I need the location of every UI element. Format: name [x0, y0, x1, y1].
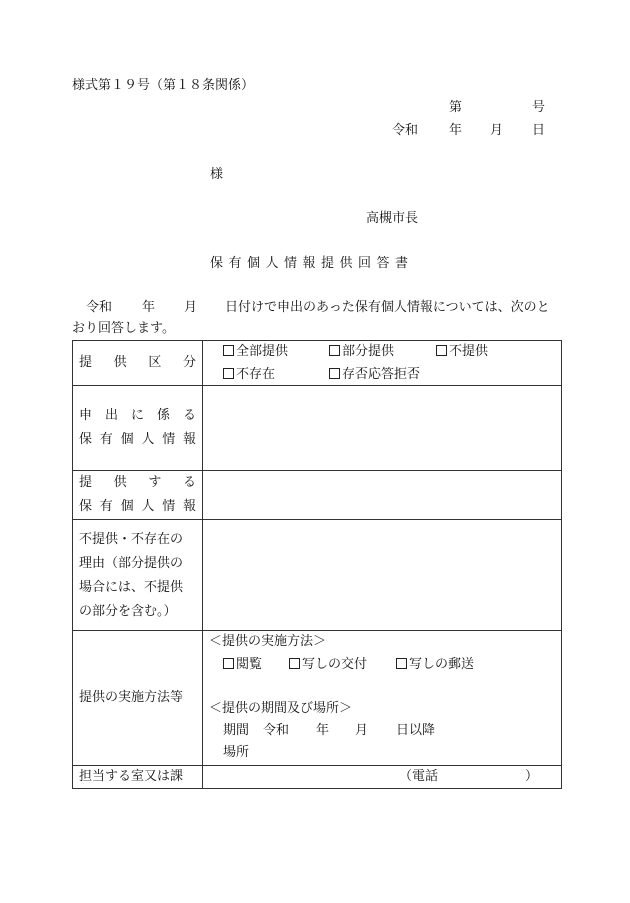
- row-reason: [73, 520, 562, 631]
- date-day: 日: [532, 123, 546, 138]
- label-line: の部分を含む。）: [79, 604, 177, 619]
- phone-close: ）: [525, 769, 539, 784]
- response-form-table: [72, 340, 562, 789]
- label-line: 場合には、不提供: [79, 580, 184, 595]
- label-char: 供: [113, 355, 127, 370]
- provided-info-field[interactable]: [203, 471, 562, 520]
- form-number: 様式第１９号（第１８条関係）: [72, 78, 255, 93]
- document-title: 保有個人情報提供回答書: [210, 256, 414, 271]
- period-label: 期間: [223, 723, 250, 738]
- requested-info-field[interactable]: [203, 386, 562, 471]
- period-year: 年: [316, 723, 330, 738]
- row-provision-category: [73, 341, 562, 386]
- label-line: 不提供・不存在の: [79, 532, 184, 547]
- date-year: 年: [449, 123, 463, 138]
- checkbox-icon: [289, 658, 300, 669]
- responsible-section-field[interactable]: [203, 766, 562, 789]
- issuer: 高槻市長: [366, 211, 419, 226]
- label-char: 分: [182, 355, 196, 370]
- checkbox-icon: [329, 368, 340, 379]
- intro-text-line1: 日付けで申出のあった保有個人情報については、次のと: [225, 300, 550, 315]
- label-line: 理由（部分提供の: [79, 556, 184, 571]
- checkbox-icon: [223, 658, 234, 669]
- checkbox-icon: [223, 368, 234, 379]
- intro-text-line2: おり回答します。: [72, 321, 175, 336]
- provision-category-options: [203, 341, 562, 386]
- label-reason: [73, 520, 203, 631]
- label-provided-info: 提 供 す る 保 有 個 人 情 報: [73, 471, 203, 520]
- checkbox-icon: [396, 658, 407, 669]
- label-provision-category: [73, 341, 203, 386]
- place-label: 場所: [223, 745, 250, 760]
- date-era: 令和: [392, 123, 419, 138]
- date-month: 月: [490, 123, 504, 138]
- checkbox-icon: [223, 345, 234, 356]
- row-responsible-section: [73, 766, 562, 789]
- period-after: 日以降: [396, 723, 436, 738]
- checkbox-full-provision[interactable]: 全部提供: [223, 344, 288, 360]
- checkbox-refusal-to-confirm[interactable]: 存否応答拒否: [329, 367, 420, 383]
- period-era: 令和: [263, 723, 290, 738]
- checkbox-no-provision[interactable]: 不提供: [436, 344, 488, 360]
- method-heading: ＜提供の実施方法＞: [209, 634, 327, 649]
- phone-open: （電話: [399, 769, 439, 784]
- intro-era: 令和: [86, 300, 113, 315]
- checkbox-icon: [329, 345, 340, 356]
- label-char: 提: [79, 355, 93, 370]
- document-number-prefix: 第: [449, 100, 463, 115]
- checkbox-viewing[interactable]: 閲覧: [223, 657, 262, 673]
- label-provision-method: 提供の実施方法等: [73, 631, 203, 766]
- provision-method-details: [203, 631, 562, 766]
- row-provision-method: [73, 631, 562, 766]
- period-month: 月: [355, 723, 369, 738]
- checkbox-copy-delivery[interactable]: 写しの交付: [289, 657, 367, 673]
- intro-year: 年: [142, 300, 156, 315]
- intro-month: 月: [184, 300, 198, 315]
- checkbox-nonexistent[interactable]: 不存在: [223, 367, 275, 383]
- label-char: 区: [148, 355, 162, 370]
- document-number-suffix: 号: [532, 100, 546, 115]
- row-requested-info: [73, 386, 562, 471]
- row-provided-info: [73, 471, 562, 520]
- period-heading: ＜提供の期間及び場所＞: [209, 701, 353, 716]
- label-responsible-section: 担当する室又は課: [73, 766, 203, 789]
- label-requested-info: 申 出 に 係 る 保 有 個 人 情 報: [73, 386, 203, 471]
- checkbox-copy-mail[interactable]: 写しの郵送: [396, 657, 474, 673]
- reason-field[interactable]: [203, 520, 562, 631]
- addressee-suffix: 様: [210, 167, 224, 182]
- checkbox-icon: [436, 345, 447, 356]
- checkbox-partial-provision[interactable]: 部分提供: [329, 344, 394, 360]
